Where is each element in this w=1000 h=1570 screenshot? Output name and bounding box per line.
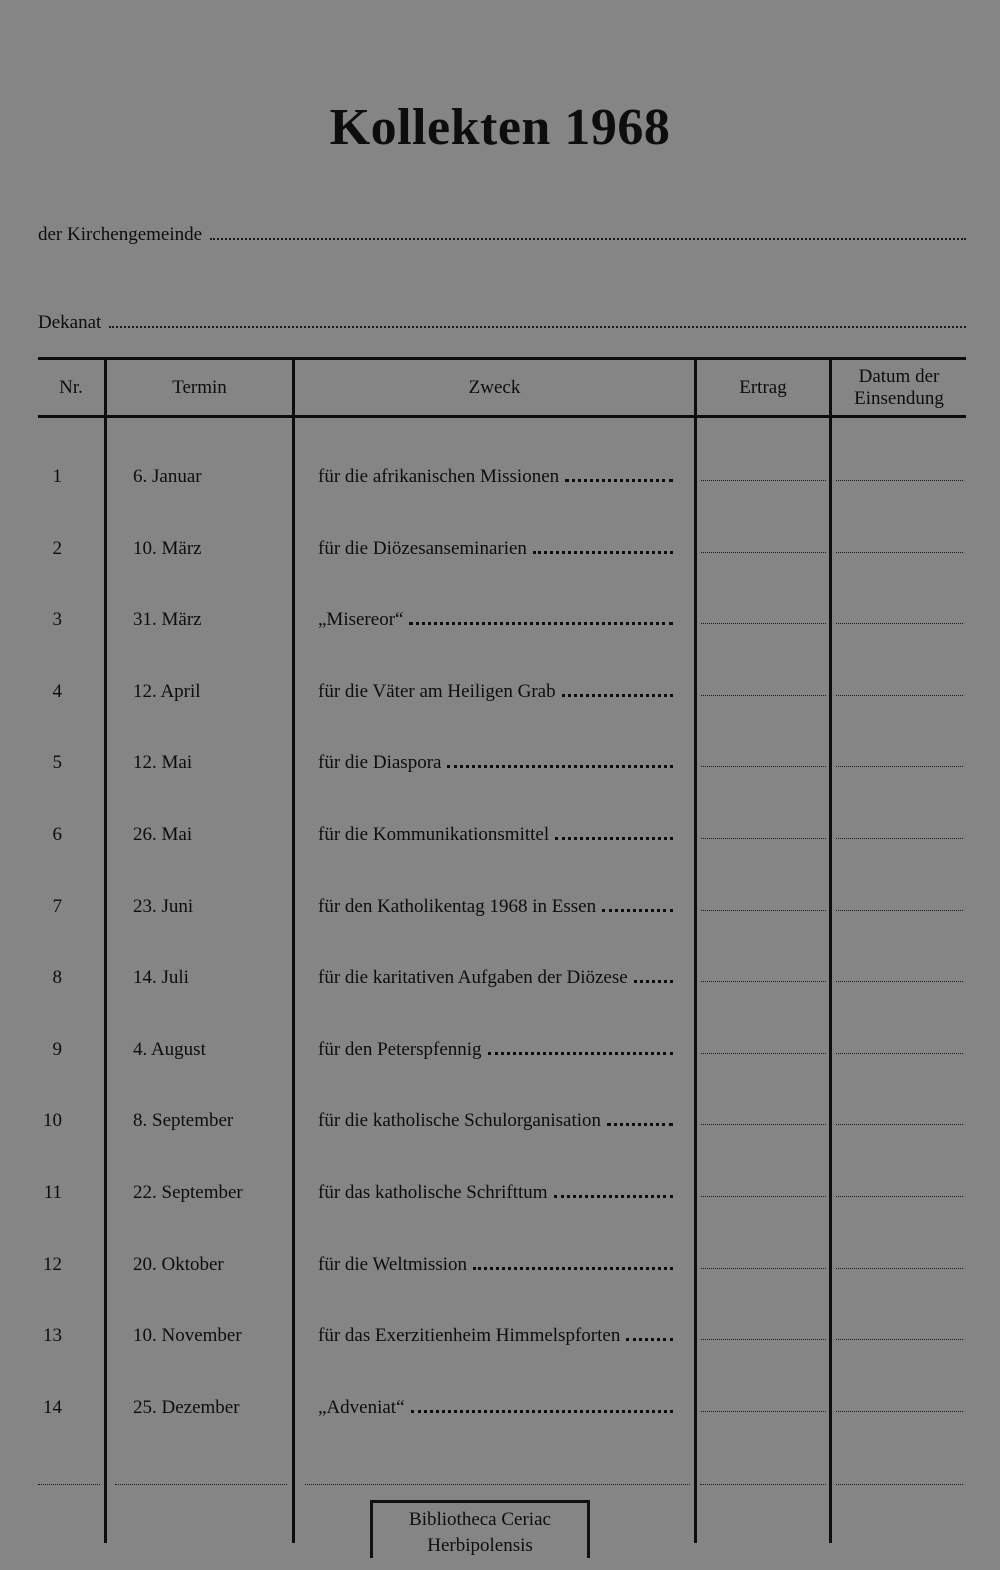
stamp-line2: Herbipolensis [427, 1535, 533, 1556]
row-datum-blank [836, 838, 963, 839]
row-zweck [318, 609, 673, 631]
header-zweck: Zweck [468, 377, 521, 398]
table-row [38, 1254, 966, 1294]
table-row [38, 752, 966, 792]
row-datum-blank [836, 1411, 963, 1412]
row-termin: 31. März [133, 609, 202, 631]
row-termin: 14. Juli [133, 967, 189, 989]
blank-row-ertrag [700, 1483, 826, 1485]
row-zweck-leader [488, 1051, 673, 1055]
dekanat-blank [109, 325, 966, 328]
row-nr: 1 [52, 466, 62, 487]
row-zweck-leader [634, 979, 673, 983]
row-zweck-leader [411, 1409, 673, 1413]
table-row [38, 1039, 966, 1079]
row-nr: 6 [52, 824, 62, 845]
row-zweck [318, 896, 673, 918]
row-zweck-text: für die karitativen Aufgaben der Diözese [318, 967, 628, 989]
row-zweck-leader [554, 1194, 673, 1198]
row-zweck [318, 967, 673, 989]
row-zweck [318, 1110, 673, 1132]
row-nr: 3 [52, 609, 62, 631]
row-zweck-leader [602, 908, 673, 912]
row-datum-blank [836, 981, 963, 982]
row-datum-blank [836, 1268, 963, 1269]
row-nr: 2 [52, 537, 62, 559]
dekanat-field [38, 312, 966, 334]
row-termin: 12. Mai [133, 752, 193, 774]
row-nr: 4 [52, 680, 62, 702]
header-ertrag: Ertrag [739, 377, 787, 398]
row-nr: 9 [52, 1038, 62, 1060]
header-datum-line2: Einsendung [854, 388, 944, 409]
row-nr: 11 [43, 1182, 62, 1203]
row-termin: 20. Oktober [133, 1253, 224, 1275]
row-zweck-text: für die Weltmission [318, 1253, 468, 1275]
row-ertrag-blank [701, 1268, 826, 1269]
row-zweck-text: für das katholische Schrifttum [318, 1182, 548, 1203]
row-zweck-leader [473, 1266, 673, 1270]
row-ertrag-blank [701, 838, 826, 839]
kirchengemeinde-blank [210, 237, 966, 240]
table-row [38, 1397, 966, 1437]
row-nr: 12 [43, 1253, 62, 1275]
row-zweck-leader [626, 1337, 673, 1341]
row-ertrag-blank [701, 1411, 826, 1412]
row-datum-blank [836, 910, 963, 911]
row-termin: 4. August [133, 1038, 206, 1060]
row-zweck-text: für die Diözesanseminarien [318, 537, 527, 559]
table-header-rule [38, 415, 966, 418]
row-zweck-leader [447, 764, 673, 768]
row-zweck [318, 824, 673, 846]
row-ertrag-blank [701, 695, 826, 696]
header-datum [832, 362, 966, 414]
row-ertrag-blank [701, 1053, 826, 1054]
row-datum-blank [836, 623, 963, 624]
table-row [38, 538, 966, 578]
header-datum-line1: Datum der [858, 366, 940, 387]
row-termin: 10. November [133, 1325, 242, 1347]
library-stamp [370, 1500, 590, 1558]
row-zweck-text: für die Kommunikationsmittel [318, 824, 550, 845]
row-nr: 5 [52, 752, 62, 774]
row-datum-blank [836, 695, 963, 696]
row-zweck [318, 681, 673, 703]
row-zweck [318, 1325, 673, 1347]
blank-row-datum [836, 1483, 963, 1485]
table-top-rule [38, 357, 966, 360]
table-row [38, 1325, 966, 1365]
row-zweck-text: für die afrikanischen Missionen [318, 466, 560, 487]
table-row [38, 967, 966, 1007]
table-row [38, 1110, 966, 1150]
row-zweck-text: für den Peterspfennig [318, 1038, 482, 1060]
header-termin: Termin [172, 377, 227, 398]
row-zweck-text: „Adveniat“ [318, 1396, 405, 1418]
row-nr: 10 [43, 1110, 62, 1132]
row-zweck-leader [533, 550, 673, 554]
row-ertrag-blank [701, 1196, 826, 1197]
row-datum-blank [836, 1339, 963, 1340]
row-zweck [318, 752, 673, 774]
row-termin: 25. Dezember [133, 1396, 240, 1418]
row-zweck-text: für den Katholikentag 1968 in Essen [318, 895, 597, 917]
row-termin: 6. Januar [133, 466, 202, 487]
row-ertrag-blank [701, 981, 826, 982]
table-row [38, 681, 966, 721]
blank-row-zweck [305, 1483, 690, 1485]
dekanat-label: Dekanat [38, 312, 102, 333]
kirchengemeinde-field [38, 224, 966, 246]
blank-row-nr [38, 1483, 100, 1485]
row-zweck [318, 1254, 673, 1276]
row-ertrag-blank [701, 1124, 826, 1125]
row-termin: 23. Juni [133, 895, 194, 917]
row-datum-blank [836, 1196, 963, 1197]
row-nr: 13 [43, 1325, 62, 1347]
row-datum-blank [836, 766, 963, 767]
row-nr: 8 [52, 967, 62, 989]
row-zweck-leader [555, 836, 673, 840]
header-nr: Nr. [59, 377, 83, 398]
table-row [38, 824, 966, 864]
row-ertrag-blank [701, 910, 826, 911]
table-row [38, 466, 966, 506]
row-zweck-text: für das Exerzitienheim Himmelspforten [318, 1325, 621, 1347]
row-zweck-text: für die katholische Schulorganisation [318, 1110, 602, 1132]
stamp-line1: Bibliotheca Ceriac [409, 1509, 551, 1530]
row-zweck-leader [565, 478, 673, 482]
row-zweck-text: „Misereor“ [318, 609, 404, 631]
row-zweck [318, 538, 673, 560]
table-row [38, 896, 966, 936]
kirchengemeinde-label: der Kirchengemeinde [38, 224, 203, 245]
row-ertrag-blank [701, 552, 826, 553]
table-row [38, 609, 966, 649]
row-termin: 26. Mai [133, 824, 193, 845]
row-datum-blank [836, 552, 963, 553]
row-zweck [318, 1182, 673, 1204]
row-zweck-leader [409, 621, 673, 625]
page-title: Kollekten 1968 [329, 99, 671, 156]
row-ertrag-blank [701, 623, 826, 624]
row-zweck [318, 466, 673, 488]
row-zweck [318, 1039, 673, 1061]
row-termin: 12. April [133, 680, 201, 702]
row-ertrag-blank [701, 480, 826, 481]
row-zweck-leader [562, 693, 673, 697]
row-nr: 7 [52, 895, 62, 917]
blank-row-termin [115, 1483, 287, 1485]
row-termin: 10. März [133, 537, 202, 559]
row-zweck [318, 1397, 673, 1419]
row-zweck-text: für die Väter am Heiligen Grab [318, 680, 556, 702]
row-termin: 8. September [133, 1110, 234, 1132]
row-datum-blank [836, 480, 963, 481]
row-ertrag-blank [701, 766, 826, 767]
row-ertrag-blank [701, 1339, 826, 1340]
row-termin: 22. September [133, 1182, 243, 1203]
table-row [38, 1182, 966, 1222]
row-zweck-leader [607, 1122, 673, 1126]
row-nr: 14 [43, 1396, 62, 1418]
row-datum-blank [836, 1053, 963, 1054]
row-datum-blank [836, 1124, 963, 1125]
row-zweck-text: für die Diaspora [318, 752, 442, 774]
